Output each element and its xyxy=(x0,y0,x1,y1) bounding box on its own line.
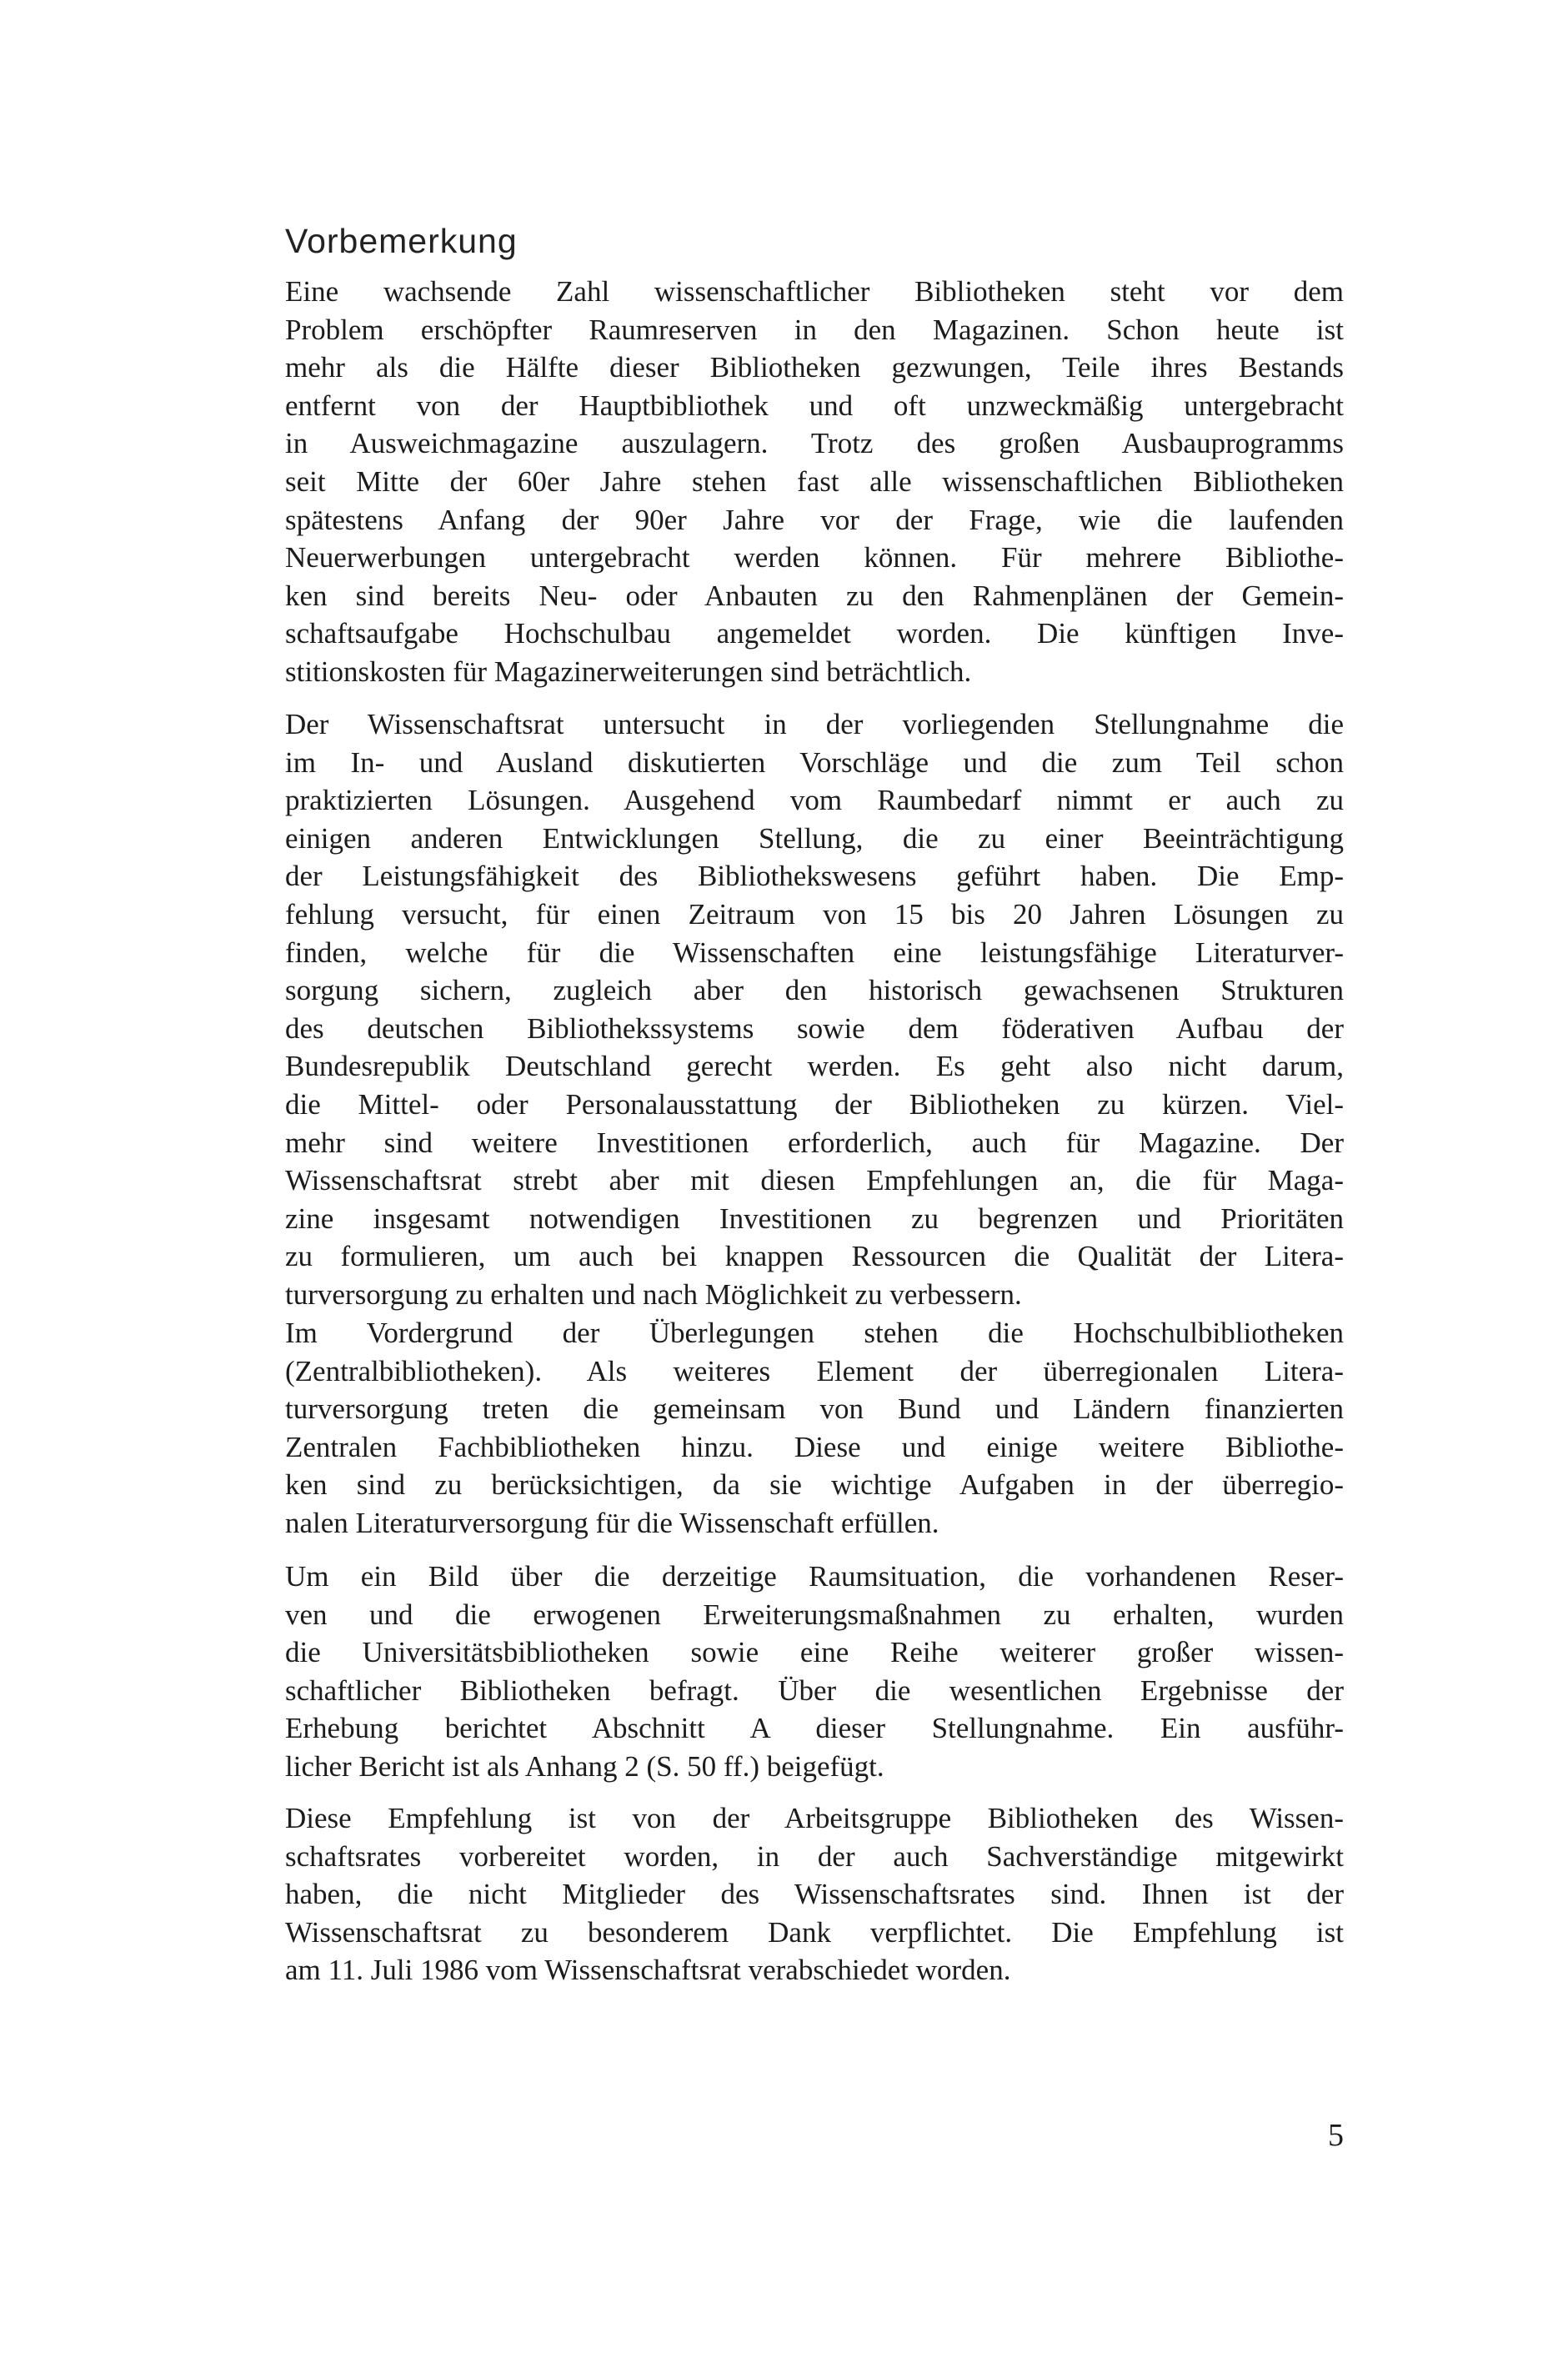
text-line: einigen anderen Entwicklungen Stellung, die zu einer Beeinträchtigung xyxy=(285,821,1344,855)
text-line: Wissenschaftsrat strebt aber mit diesen Empfehlungen an, die für Maga- xyxy=(285,1164,1344,1197)
text-line: Eine wachsende Zahl wissenschaftlicher Bibliotheken steht vor dem xyxy=(285,275,1344,308)
paragraph-1 xyxy=(285,273,1344,691)
text-line: die Universitätsbibliotheken sowie eine Reihe weiterer großer wissen- xyxy=(285,1636,1344,1669)
text-line: (Zentralbibliotheken). Als weiteres Element der überregionalen Litera- xyxy=(285,1354,1344,1387)
page-heading: Vorbemerkung xyxy=(285,222,518,260)
paragraph-3 xyxy=(285,1314,1344,1543)
text-line: zine insgesamt notwendigen Investitionen zu begrenzen und Prioritäten xyxy=(285,1202,1344,1235)
text-line: mehr sind weitere Investitionen erforderlich, auch für Magazine. Der xyxy=(285,1126,1344,1159)
text-line: im In- und Ausland diskutierten Vorschläge und die zum Teil schon xyxy=(285,745,1344,779)
text-line: seit Mitte der 60er Jahre stehen fast alle wissenschaftlichen Bibliotheken xyxy=(285,464,1344,498)
text-line: Neuerwerbungen untergebracht werden können. Für mehrere Bibliothe- xyxy=(285,541,1344,574)
text-line: Zentralen Fachbibliotheken hinzu. Diese und einige weitere Bibliothe- xyxy=(285,1430,1344,1463)
text-line: mehr als die Hälfte dieser Bibliotheken gezwungen, Teile ihres Bestands xyxy=(285,351,1344,384)
text-line: spätestens Anfang der 90er Jahre vor der Frage, wie die laufenden xyxy=(285,503,1344,536)
text-line: Wissenschaftsrat zu besonderem Dank verpflichtet. Die Empfehlung ist xyxy=(285,1915,1344,1949)
paragraph-5 xyxy=(285,1799,1344,1989)
text-line: am 11. Juli 1986 vom Wissenschaftsrat verabschiedet worden. xyxy=(285,1954,1011,1987)
paragraph-2 xyxy=(285,705,1344,1314)
text-line: nalen Literaturversorgung für die Wissenschaft erfüllen. xyxy=(285,1506,939,1539)
text-line: ken sind zu berücksichtigen, da sie wichtige Aufgaben in der überregio- xyxy=(285,1468,1344,1502)
page-number: 5 xyxy=(1328,2118,1344,2153)
paragraph-4 xyxy=(285,1558,1344,1786)
text-line: licher Bericht ist als Anhang 2 (S. 50 ff.) beigefügt. xyxy=(285,1749,884,1783)
text-line: ven und die erwogenen Erweiterungsmaßnahmen zu erhalten, wurden xyxy=(285,1598,1344,1631)
text-line: fehlung versucht, für einen Zeitraum von 15 bis 20 Jahren Lösungen zu xyxy=(285,897,1344,931)
text-line: schaftlicher Bibliotheken befragt. Über die wesentlichen Ergebnisse der xyxy=(285,1673,1344,1707)
text-line: haben, die nicht Mitglieder des Wissenschaftsrates sind. Ihnen ist der xyxy=(285,1878,1344,1911)
text-line: Im Vordergrund der Überlegungen stehen die Hochschulbibliotheken xyxy=(285,1317,1344,1349)
text-line: finden, welche für die Wissenschaften eine leistungsfähige Literaturver- xyxy=(285,936,1344,969)
text-line: turversorgung treten die gemeinsam von Bund und Ländern finanzierten xyxy=(285,1392,1344,1426)
text-line: Bundesrepublik Deutschland gerecht werden. Es geht also nicht darum, xyxy=(285,1050,1344,1083)
text-line: schaftsrates vorbereitet worden, in der auch Sachverständige mitgewirkt xyxy=(285,1839,1344,1873)
text-line: turversorgung zu erhalten und nach Möglichkeit zu verbessern. xyxy=(285,1277,1022,1311)
text-line: Um ein Bild über die derzeitige Raumsituation, die vorhandenen Reser- xyxy=(285,1560,1344,1593)
text-line: sorgung sichern, zugleich aber den historisch gewachsenen Strukturen xyxy=(285,974,1344,1007)
text-line: der Leistungsfähigkeit des Bibliothekswesens geführt haben. Die Emp- xyxy=(285,860,1344,893)
text-line: schaftsaufgabe Hochschulbau angemeldet worden. Die künftigen Inve- xyxy=(285,617,1344,650)
text-line: praktizierten Lösungen. Ausgehend vom Raumbedarf nimmt er auch zu xyxy=(285,784,1344,817)
text-line: Problem erschöpfter Raumreserven in den Magazinen. Schon heute ist xyxy=(285,313,1344,346)
text-line: Erhebung berichtet Abschnitt A dieser Stellungnahme. Ein ausführ- xyxy=(285,1712,1344,1745)
text-line: in Ausweichmagazine auszulagern. Trotz des großen Ausbauprogramms xyxy=(285,427,1344,460)
text-line: ken sind bereits Neu- oder Anbauten zu den Rahmenplänen der Gemein- xyxy=(285,579,1344,612)
text-line: zu formulieren, um auch bei knappen Ressourcen die Qualität der Litera- xyxy=(285,1240,1344,1273)
text-line: des deutschen Bibliothekssystems sowie dem föderativen Aufbau der xyxy=(285,1011,1344,1045)
text-line: die Mittel- oder Personalausstattung der Bibliotheken zu kürzen. Viel- xyxy=(285,1087,1344,1121)
text-line: entfernt von der Hauptbibliothek und oft unzweckmäßig untergebracht xyxy=(285,389,1344,422)
text-line: Diese Empfehlung ist von der Arbeitsgruppe Bibliotheken des Wissen- xyxy=(285,1802,1344,1834)
text-line: stitionskosten für Magazinerweiterungen sind beträchtlich. xyxy=(285,655,972,688)
text-line: Der Wissenschaftsrat untersucht in der vorliegenden Stellungnahme die xyxy=(285,708,1344,740)
